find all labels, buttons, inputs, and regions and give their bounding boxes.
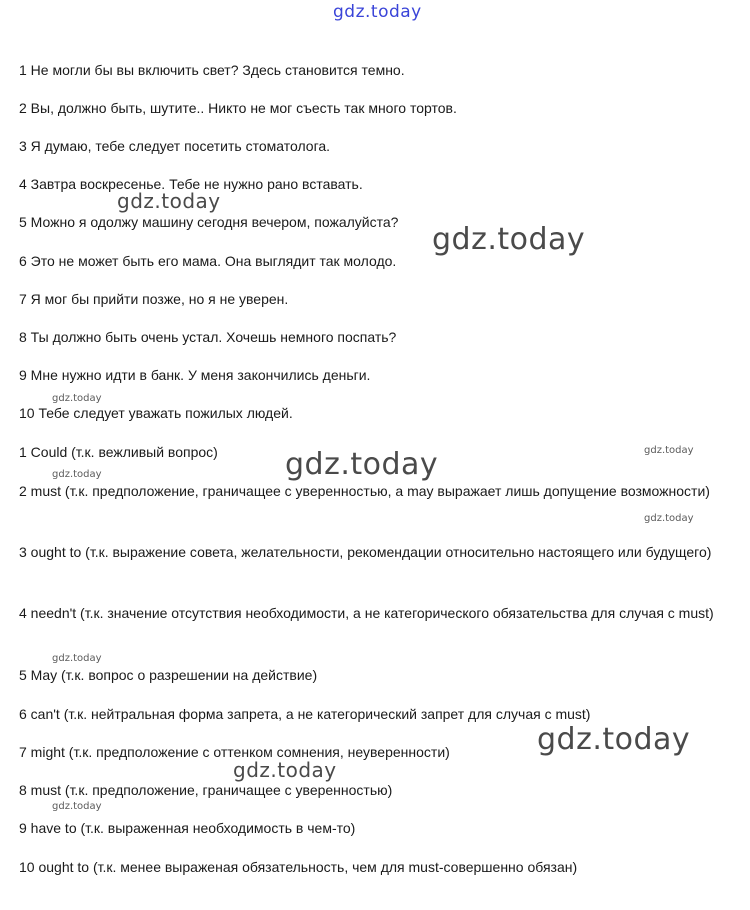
translation-line: 10 Тебе следует уважать пожилых людей. — [19, 405, 293, 421]
watermark: gdz.today — [52, 653, 102, 664]
translation-line: 4 Завтра воскресенье. Тебе не нужно рано вставать. — [19, 176, 363, 192]
translation-line: 6 Это не может быть его мама. Она выглядит так молодо. — [19, 253, 397, 269]
translation-line: 5 Можно я одолжу машину сегодня вечером, пожалуйста? — [19, 214, 399, 230]
translation-line: 2 Вы, должно быть, шутите.. Никто не мог съесть так много тортов. — [19, 100, 457, 116]
watermark: gdz.today — [117, 189, 221, 213]
watermark: gdz.today — [52, 393, 102, 404]
answer-line: 10 ought to (т.к. менее выраженая обязательность, чем для must-совершенно обязан) — [19, 859, 578, 875]
answer-line: 7 might (т.к. предположение с оттенком сомнения, неуверенности) — [19, 744, 450, 760]
watermark: gdz.today — [52, 801, 102, 812]
translation-line: 7 Я мог бы прийти позже, но я не уверен. — [19, 291, 289, 307]
watermark: gdz.today — [644, 445, 694, 456]
watermark: gdz.today — [537, 722, 691, 757]
watermark: gdz.today — [432, 222, 586, 257]
answer-line: 3 ought to (т.к. выражение совета, желательности, рекомендации относительно настоящего или будущего) — [19, 544, 712, 560]
answer-line: 1 Could (т.к. вежливый вопрос) — [19, 444, 218, 460]
translation-line: 1 Не могли бы вы включить свет? Здесь становится темно. — [19, 62, 405, 78]
answer-line: 4 needn't (т.к. значение отсутствия необходимости, а не категорического обязательства для случая с must) — [19, 605, 714, 621]
watermark: gdz.today — [233, 758, 337, 782]
translation-line: 3 Я думаю, тебе следует посетить стоматолога. — [19, 138, 331, 154]
answer-line: 2 must (т.к. предположение, граничащее с уверенностью, а may выражает лишь допущение возможности) — [19, 483, 710, 499]
answer-line: 6 can't (т.к. нейтральная форма запрета, а не категорический запрет для случая с must) — [19, 706, 591, 722]
watermark: gdz.today — [52, 469, 102, 480]
translation-line: 9 Мне нужно идти в банк. У меня закончились деньги. — [19, 367, 371, 383]
answer-line: 8 must (т.к. предположение, граничащее с уверенностью) — [19, 782, 393, 798]
answer-line: 9 have to (т.к. выраженная необходимость в чем-то) — [19, 820, 356, 836]
answer-line: 5 May (т.к. вопрос о разрешении на действие) — [19, 667, 318, 683]
watermark-top: gdz.today — [333, 2, 422, 22]
watermark: gdz.today — [285, 447, 439, 482]
translation-line: 8 Ты должно быть очень устал. Хочешь немного поспать? — [19, 329, 397, 345]
watermark: gdz.today — [644, 513, 694, 524]
